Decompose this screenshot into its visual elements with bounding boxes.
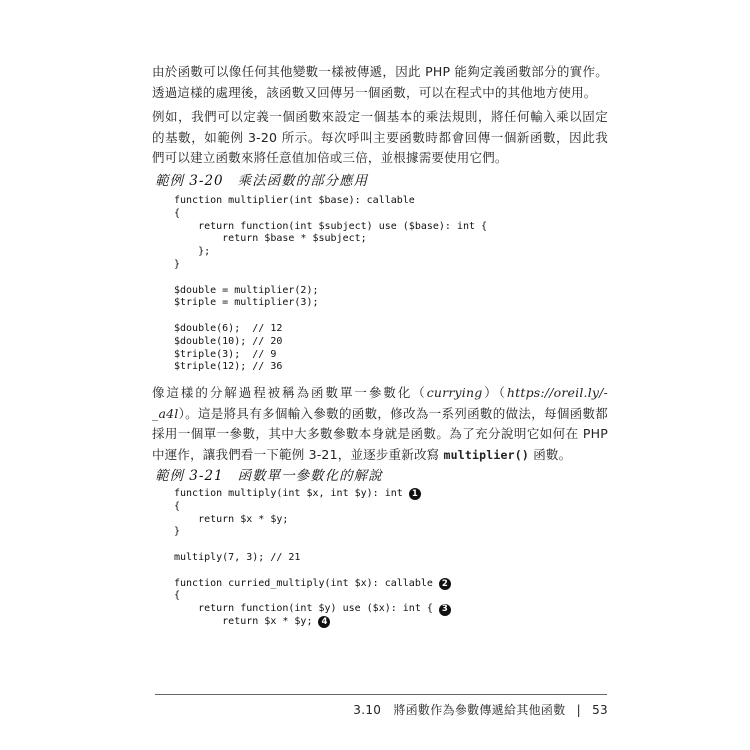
code-line-text: {	[174, 590, 181, 602]
code-line-text: multiply(7, 3); // 21	[174, 551, 301, 563]
example-number: 範例 3-21	[155, 468, 224, 484]
p3-link[interactable]: https://oreil.ly/-_a4l	[152, 385, 608, 421]
code-line-text: {	[174, 500, 181, 512]
code-line	[174, 195, 487, 208]
code-line-text: }	[174, 526, 181, 538]
code-line-text: }	[174, 258, 181, 270]
p3-part-d: 函數。	[529, 446, 572, 462]
code-line	[174, 552, 451, 565]
code-line-text: };	[174, 246, 211, 258]
example-title: 函數單一參數化的解說	[237, 468, 383, 484]
code-line	[174, 246, 487, 259]
paragraph-3-text	[152, 383, 608, 465]
code-line	[174, 259, 487, 272]
code-line	[174, 488, 451, 501]
code-line	[174, 336, 487, 349]
code-line-text: function multiplier(int $base): callable	[174, 195, 415, 206]
example-3-21-caption	[155, 464, 383, 484]
footer-separator: |	[576, 703, 581, 717]
code-line-text: return $x * $y;	[174, 513, 289, 525]
p3-part-c: ）。這是將具有多個輸入參數的函數，修改為一系列函數的做法，每個函數都採用一個單一參數，其中大多數參數本身就是函數。為了充分說明它如何在 PHP 中運作，讓我們看一下範例 3-21，並逐步重新改寫	[152, 405, 608, 462]
code-block-3-21	[174, 488, 451, 629]
code-line	[174, 310, 487, 323]
example-number: 範例 3-20	[155, 173, 224, 189]
p3-term-currying: currying	[426, 385, 483, 400]
code-line	[174, 323, 487, 336]
paragraph-2-text: 例如，我們可以定義一個函數來設定一個基本的乘法規則，將任何輸入乘以固定的基數，如範例 3-20 所示。每次呼叫主要函數時都會回傳一個新函數，因此我們可以建立函數來將任意值加倍或三倍，並根據需要使用它們。	[152, 109, 608, 165]
code-line-text: $triple(12); // 36	[174, 361, 283, 373]
code-line-text: return function(int $y) use ($x): int {	[174, 603, 433, 615]
code-line-text: $triple = multiplier(3);	[174, 297, 319, 309]
example-title: 乘法函數的部分應用	[237, 173, 369, 189]
code-line	[174, 578, 451, 591]
code-line	[174, 590, 451, 603]
example-3-20-caption	[155, 169, 368, 189]
code-line	[174, 349, 487, 362]
code-line	[174, 526, 451, 539]
code-line	[174, 208, 487, 221]
callout-marker-icon: 3	[439, 604, 451, 616]
code-line	[174, 272, 487, 285]
footer-rule	[155, 694, 607, 695]
code-line-text: {	[174, 207, 181, 219]
footer-section-title: 將函數作為參數傳遞給其他函數	[393, 703, 566, 717]
paragraph-1-text: 由於函數可以像任何其他變數一樣被傳遞，因此 PHP 能夠定義函數部分的實作。透過這樣的處理後，該函數又回傳另一個函數，可以在程式中的其他地方使用。	[152, 64, 608, 100]
callout-marker-icon: 2	[439, 578, 451, 590]
callout-marker-icon: 1	[409, 488, 421, 500]
code-line-text: return function(int $subject) use ($base): int {	[174, 220, 488, 232]
code-line	[174, 501, 451, 514]
code-line	[174, 233, 487, 246]
paragraph-1	[152, 62, 608, 103]
code-line	[174, 221, 487, 234]
callout-marker-icon: 4	[318, 616, 330, 628]
code-line-text: function curried_multiply(int $x): callable	[174, 577, 433, 589]
code-line	[174, 361, 487, 374]
paragraph-2	[152, 107, 608, 169]
code-line-text: $double(6); // 12	[174, 322, 283, 334]
code-line	[174, 616, 451, 629]
code-block-3-20	[174, 195, 487, 374]
code-line-text: $triple(3); // 9	[174, 348, 277, 360]
code-line	[174, 603, 451, 616]
p3-inline-code: multiplier()	[443, 447, 530, 462]
code-line-text: function multiply(int $x, int $y): int	[174, 488, 403, 499]
code-line	[174, 514, 451, 527]
code-line-text: $double(10); // 20	[174, 335, 283, 347]
code-line	[174, 297, 487, 310]
p3-part-b: ）（	[482, 385, 507, 400]
code-line-text: return $base * $subject;	[174, 233, 367, 245]
p3-part-a: 像這樣的分解過程被稱為函數單一參數化（	[152, 385, 427, 400]
paragraph-3	[152, 383, 608, 465]
code-line	[174, 285, 487, 298]
page-number: 53	[592, 703, 608, 717]
code-line-text: return $x * $y;	[174, 615, 313, 627]
page-footer	[353, 701, 608, 718]
code-line	[174, 539, 451, 552]
footer-section-number: 3.10	[353, 703, 382, 717]
code-line-text: $double = multiplier(2);	[174, 284, 319, 296]
code-line	[174, 565, 451, 578]
